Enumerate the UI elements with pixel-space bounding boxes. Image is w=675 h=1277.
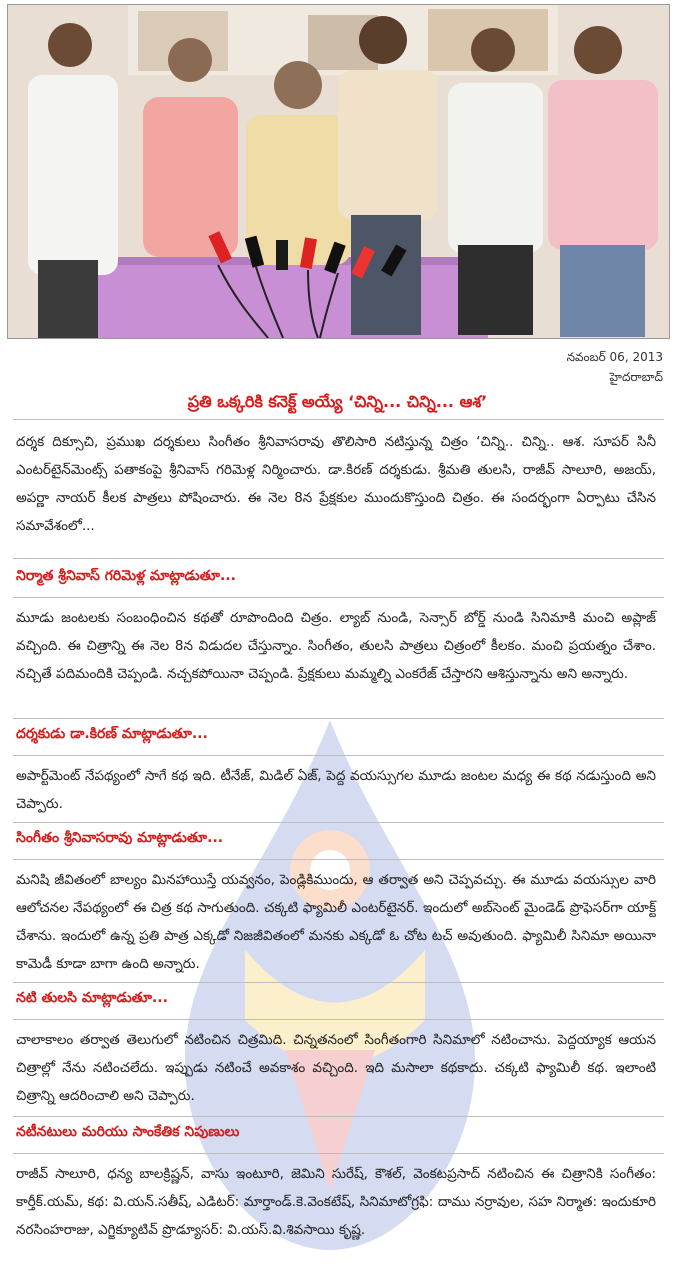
section-divider — [13, 718, 664, 719]
producer-heading: నిర్మాత శ్రీనివాస్ గరిమెళ్ల మాట్లాడుతూ... — [16, 568, 236, 584]
section-divider — [13, 1116, 664, 1117]
singeetham-paragraph: మనిషి జీవితంలో బాల్యం మినహాయిస్తే యవ్వనం, పెండ్లికిముందు, ఆ తర్వాత అని చెప్పవచ్చు. ఈ మూడు వయస్సుల వారి ఆలోచనల నేపథ్యంలో ఈ చిత్ర కథ సాగుతుంది. చక్కటి ఫ్యామిలీ ఎంటర్‌టైనర్. ఇందులో అబ్‌సెంట్ మైండెడ్ ప్రొఫెసర్‌గా యాక్ట్ చేశాను. ఇందులో ఉన్న ప్రతి పాత్ర ఎక్కడో నిజజీవితంలో మనకు ఎక్కడో ఓ చోట టచ్ అవుతుంది. ఫ్యామిలీ సినిమా అయినా కామెడీ కూడా బాగా ఉంది అన్నారు. — [16, 872, 656, 972]
article-place: హైదరాబాద్ — [609, 370, 663, 384]
tulasi-paragraph: చాలాకాలం తర్వాత తెలుగులో నటించిన చిత్రమిది. చిన్నతనంలో సింగీతంగారి సినిమాలో నటించాను. పెద్దయ్యాక ఆయన చిత్రాల్లో నేను నటించలేదు. ఇప్పుడు నటించే అవకాశం వచ్చింది. ఇది మసాలా కథకాదు. చక్కటి ఫ్యామిలీ కథ. ఇలాంటి చిత్రాన్ని ఆదరించాలి అని చెప్పారు. — [16, 1032, 656, 1104]
intro-paragraph: దర్శక దిక్సూచి, ప్రముఖ దర్శకులు సింగీతం శ్రీనివాసరావు తొలిసారి నటిస్తున్న చిత్రం ‘చిన్ని.. చిన్ని.. ఆశ. సూపర్ సినీ ఎంటర్‌టైన్‌మెంట్స్ పతాకంపై శ్రీనివాస్ గరిమెళ్ల నిర్మించారు. డా.కిరణ్ దర్శకుడు. శ్రీమతి తులసి, రాజీవ్ సాలూరి, అజయ్, అపర్ణా నాయర్ కీలక పాత్రలు పోషించారు. ఈ నెల 8న ప్రేక్షకుల ముందుకొస్తుంది చిత్రం. ఈ సందర్భంగా ఏర్పాటు చేసిన సమావేశంలో... — [16, 434, 656, 534]
group-photo — [7, 4, 670, 339]
section-divider — [13, 755, 664, 756]
tulasi-heading: నటి తులసి మాట్లాడుతూ... — [16, 990, 168, 1006]
article-headline: ప్రతి ఒక్కరికి కనెక్ట్ అయ్యే ‘చిన్ని... చిన్ని... ఆశ’ — [187, 392, 488, 411]
section-divider — [13, 558, 664, 559]
section-divider — [13, 597, 664, 598]
cast-crew-paragraph: రాజీవ్ సాలూరి, ధన్య బాలక్రిష్ణన్, వాసు ఇంటూరి, జెమిని సురేష్, కౌశల్, వెంకటప్రసాద్ నటించిన ఈ చిత్రానికి సంగీతం: కార్తీక్.యమ్, కథ: వి.యన్.సతీష్, ఎడిటర్: మార్తాండ్.కె.వెంకటేష్, సినిమాటోగ్రఫి: దాము నర్రావుల, సహ నిర్మాత: ఇందుకూరి నరసింహరాజు, ఎగ్జిక్యూటివ్ ప్రొడ్యూసర్: వి.యస్.వి.శివసాయి కృష్ణ. — [16, 1166, 656, 1238]
section-divider — [13, 982, 664, 983]
producer-paragraph: మూడు జంటలకు సంబంధించిన కథతో రూపొందింది చిత్రం. ల్యాబ్ నుండి, సెన్సార్ బోర్డ్ నుండి సినిమాకి మంచి అప్లాజ్ వచ్చింది. ఈ చిత్రాన్ని ఈ నెల 8న విడుదల చేస్తున్నాం. సింగీతం, తులసి పాత్రలు చిత్రంలో కీలకం. మంచి ప్రయత్నం చేశాం. నచ్చితే పదిమందికి చెప్పండి. నచ్చకపోయినా చెప్పండి. ప్రేక్షకులు మమ్మల్ని ఎంకరేజ్ చేస్తారని ఆశిస్తున్నాను అని అన్నారు. — [16, 610, 656, 682]
director-paragraph: అపార్ట్‌మెంట్ నేపథ్యంలో సాగే కథ ఇది. టీనేజ్, మిడిల్ ఏజ్, పెద్ద వయస్సుగల మూడు జంటల మధ్య ఈ కథ నడుస్తుంది అని చెప్పారు. — [16, 768, 656, 812]
section-divider — [13, 1019, 664, 1020]
section-divider — [13, 822, 664, 823]
cast-crew-heading: నటీనటులు మరియు సాంకేతిక నిపుణులు — [16, 1124, 240, 1140]
section-divider — [13, 859, 664, 860]
headline-divider — [13, 419, 664, 420]
section-divider — [13, 1153, 664, 1154]
article-date: నవంబర్ 06, 2013 — [566, 350, 663, 364]
group-photo-illustration — [8, 5, 669, 338]
singeetham-heading: సింగీతం శ్రీనివాసరావు మాట్లాడుతూ... — [16, 830, 224, 846]
director-heading: దర్శకుడు డా.కిరణ్ మాట్లాడుతూ... — [16, 726, 208, 742]
